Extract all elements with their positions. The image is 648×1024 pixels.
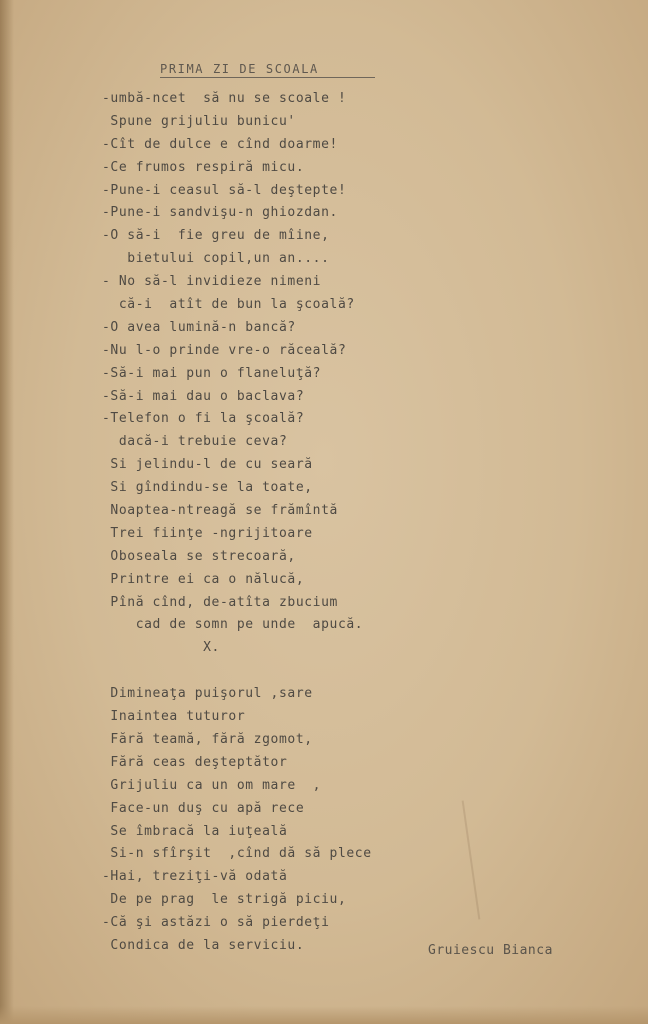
poem-line: -Să-i mai pun o flaneluţă?	[102, 365, 322, 381]
poem-line: -Nu l-o prinde vre-o răceală?	[102, 342, 347, 358]
poem-line: Oboseala se strecoară,	[102, 548, 296, 564]
poem-line: Se îmbracă la iuţeală	[102, 823, 288, 839]
poem-line: Fără ceas deşteptător	[102, 754, 288, 770]
poem-line: dacă-i trebuie ceva?	[102, 434, 288, 450]
poem-line: bietului copil,un an....	[102, 251, 330, 267]
poem-line: Fără teamă, fără zgomot,	[102, 731, 313, 747]
poem-line: -O avea lumină-n bancă?	[102, 319, 296, 335]
poem-line: -umbă-ncet să nu se scoale !	[102, 91, 347, 106]
poem-line: -Telefon o fi la şcoală?	[102, 411, 305, 427]
poem-line: -Hai, treziţi-vă odată	[102, 869, 288, 885]
poem-line: Si gîndindu-se la toate,	[102, 480, 313, 496]
paper-bottom-shadow	[0, 1006, 648, 1024]
paper-edge-shadow	[0, 0, 14, 1024]
poem-line: - No să-l invidieze nimeni	[102, 274, 322, 290]
poem-line: Condica de la serviciu.	[102, 937, 305, 953]
poem-line: Printre ei ca o nălucă,	[102, 571, 305, 587]
poem-line: Inaintea tuturor	[102, 709, 246, 725]
poem-line: Si-n sfîrşit ,cînd dă să plece	[102, 846, 372, 862]
poem-body	[102, 88, 372, 958]
poem-line: De pe prag le strigă piciu,	[102, 892, 347, 908]
poem-line: -Pune-i sandvişu-n ghiozdan.	[102, 205, 338, 221]
poem-line: cad de somn pe unde apucă.	[102, 617, 364, 633]
poem-line: Pînă cînd, de-atîta zbucium	[102, 594, 338, 610]
poem-line: Noaptea-ntreagă se frămîntă	[102, 503, 338, 519]
poem-line: Si jelindu-l de cu seară	[102, 457, 313, 473]
poem-line: Dimineaţa puişorul ,sare	[102, 686, 313, 702]
poem-line: -Ce frumos respiră micu.	[102, 159, 305, 175]
poem-line: Grijuliu ca un om mare ,	[102, 777, 322, 793]
poem-line: X.	[102, 640, 220, 656]
poem-line: Spune grijuliu bunicu'	[102, 113, 296, 129]
poem-line: -Să-i mai dau o baclava?	[102, 388, 305, 404]
poem-line: Trei fiinţe -ngrijitoare	[102, 525, 313, 541]
poem-line: Face-un duş cu apă rece	[102, 800, 305, 816]
poem-line: -Că şi astăzi o să pierdeţi	[102, 915, 330, 931]
poem-line: că-i atît de bun la şcoală?	[102, 297, 355, 313]
poem-line: -Pune-i ceasul să-l deştepte!	[102, 182, 347, 198]
poem-line: -Cît de dulce e cînd doarme!	[102, 136, 338, 152]
author-signature: Gruiescu Bianca	[428, 943, 553, 958]
poem-line: -O să-i fie greu de mîine,	[102, 228, 330, 244]
poem-line	[102, 660, 372, 683]
poem-title: PRIMA ZI DE SCOALA	[160, 62, 375, 78]
